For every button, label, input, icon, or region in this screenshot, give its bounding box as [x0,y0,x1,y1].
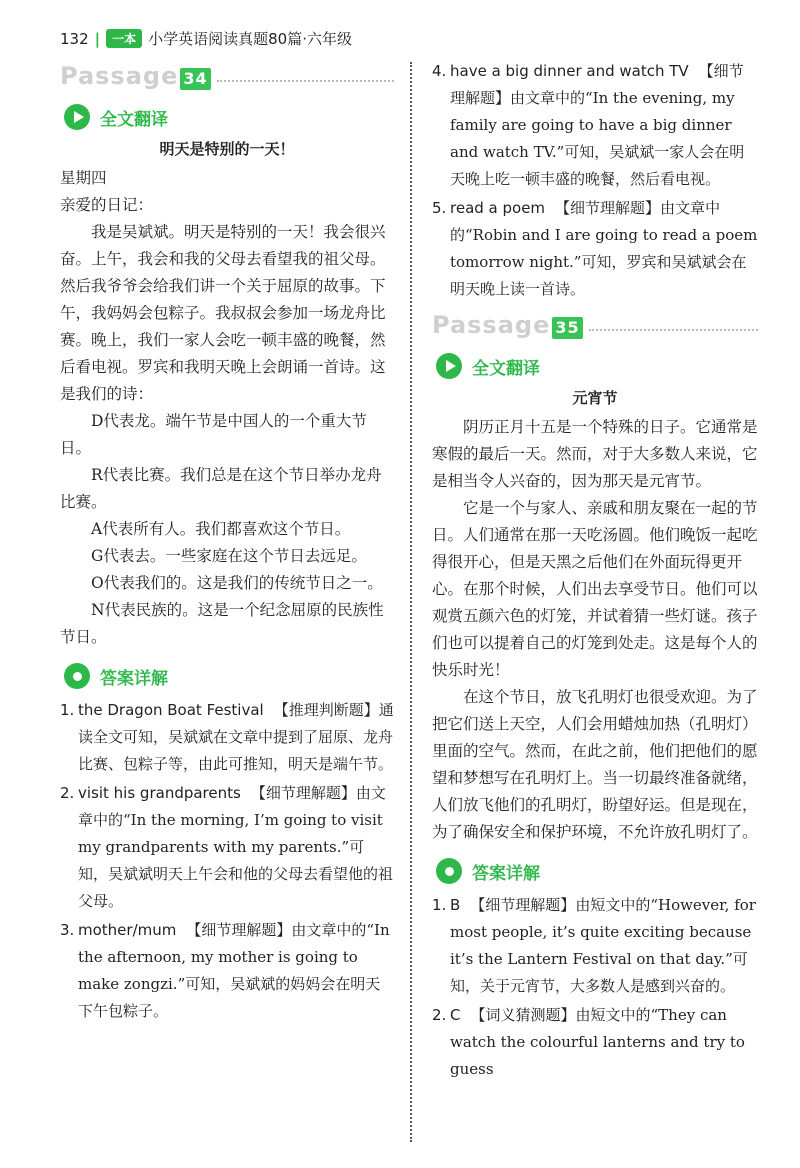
page-number: 132 [60,29,89,48]
answer-number: 3. [60,921,75,939]
article-title: 元宵节 [572,389,618,407]
answer-key: mother/mum [78,921,177,939]
passage-label: Passage [60,62,179,90]
answer-key: visit his grandparents [78,784,241,802]
question-type: 【细节理解题】 [250,784,356,802]
translation-heading [64,104,394,130]
question-type: 【细节理解题】 [470,896,576,914]
heading-rule [217,80,394,82]
music-note-icon [436,858,462,884]
answer-heading [436,858,758,884]
translation-heading [436,353,758,379]
heading-rule [589,329,758,331]
answer-number: 2. [60,784,75,802]
answer-key: C [450,1006,461,1024]
page-header [60,28,352,49]
answer-explanation: 由短文中的“They can watch the colourful lanterns and try to guess [450,1006,745,1078]
right-column [432,56,758,1085]
answer-heading-label: 答案详解 [472,863,540,884]
answer-explanation: 由文章中的“In the morning, I’m going to visit my grandparents with my parents.”可知，吴斌斌明天上午会和他的父母去看望他的祖父母。 [78,784,394,910]
diary-greeting: 亲爱的日记： [60,196,154,214]
passage-label: Passage [432,311,551,339]
translation-heading-label: 全文翻译 [100,109,168,130]
answer-item [60,697,394,778]
answer-heading [64,663,394,689]
answer-item [432,195,758,303]
header-separator: | [94,29,101,48]
paragraph: G代表去。一些家庭在这个节日去远足。 [91,547,367,565]
paragraph: 它是一个与家人、亲戚和朋友聚在一起的节日。人们通常在那一天吃汤圆。他们晚饭一起吃得很开心，但是天黑之后他们在外面玩得更开心。在那个时候，人们出去享受节日。他们可以观赏五颜六色的灯笼，并试着猜一些灯谜。孩子们也可以提着自己的灯笼到处走。这是每个人的快乐时光！ [432,499,758,679]
music-note-icon [64,663,90,689]
question-type: 【词义猜测题】 [470,1006,576,1024]
answer-item [432,892,758,1000]
paragraph: 在这个节日，放飞孔明灯也很受欢迎。为了把它们送上天空，人们会用蜡烛加热（孔明灯）里面的空气。然而，在此之前，他们把他们的愿望和梦想写在孔明灯上。当一切最终准备就绪，人们放飞他们的孔明灯，盼望好运。但是现在，为了确保安全和保护环境，不允许放孔明灯了。 [432,688,758,841]
passage-35-heading [432,305,758,339]
answer-key: B [450,896,461,914]
answer-item [60,917,394,1025]
answer-item [432,58,758,193]
paragraph: A代表所有人。我们都喜欢这个节日。 [91,520,351,538]
paragraph: D代表龙。端午节是中国人的一个重大节日。 [60,412,367,457]
column-divider [410,62,412,1142]
answer-explanation: 由文章中的“Robin and I are going to read a poem tomorrow night.”可知，罗宾和吴斌斌会在明天晚上读一首诗。 [450,199,758,298]
answer-item [432,1002,758,1083]
paragraph: 阴历正月十五是一个特殊的日子。它通常是寒假的最后一天。然而，对于大多数人来说，它是相当令人兴奋的，因为那天是元宵节。 [432,418,758,490]
paragraph: O代表我们的。这是我们的传统节日之一。 [91,574,383,592]
article-title: 明天是特别的一天！ [159,140,295,158]
play-icon [64,104,90,130]
question-type: 【细节理解题】 [555,199,661,217]
passage-34-heading [60,56,394,90]
answer-number: 1. [60,701,75,719]
play-icon [436,353,462,379]
paragraph: R代表比赛。我们总是在这个节日举办龙舟比赛。 [60,466,382,511]
paragraph: N代表民族的。这是一个纪念屈原的民族性节日。 [60,601,384,646]
answer-key: the Dragon Boat Festival [78,701,264,719]
question-type: 【细节理解题】 [186,921,292,939]
translation-heading-label: 全文翻译 [472,358,540,379]
answer-explanation: 通读全文可知，吴斌斌在文章中提到了屈原、龙舟比赛、包粽子等，由此可推知，明天是端午节。 [78,701,394,773]
answer-item [60,780,394,915]
passage-number: 34 [180,68,210,90]
question-type: 【细节理解题】 [450,62,744,107]
answer-number: 1. [432,896,447,914]
answer-number: 5. [432,199,447,217]
answer-heading-label: 答案详解 [100,668,168,689]
question-type: 【推理判断题】 [273,701,379,719]
answer-key: read a poem [450,199,546,217]
paragraph: 我是吴斌斌。明天是特别的一天！我会很兴奋。上午，我会和我的父母去看望我的祖父母。然后我爷爷会给我们讲一个关于屈原的故事。下午，我妈妈会包粽子。我叔叔会参加一场龙舟比赛。晚上，我们一家人会吃一顿丰盛的晚餐，然后看电视。罗宾和我明天晚上会朗诵一首诗。这是我们的诗： [60,223,386,403]
answer-explanation: 由文章中的“In the evening, my family are going to have a big dinner and watch TV.”可知，吴斌斌一家人会在明天晚上吃一顿丰盛的晚餐，然后看电视。 [450,89,745,188]
answer-explanation: 由文章中的“In the afternoon, my mother is going to make zongzi.”可知，吴斌斌的妈妈会在明天下午包粽子。 [78,921,390,1020]
brand-logo: 一本 [106,29,142,48]
answer-number: 4. [432,62,447,80]
passage-number: 35 [552,317,582,339]
answer-key: have a big dinner and watch TV [450,62,689,80]
diary-day: 星期四 [60,169,107,187]
book-title: 小学英语阅读真题80篇·六年级 [148,30,352,48]
answer-explanation: 由短文中的“However, for most people, it’s quite exciting because it’s the Lantern Festival on that day.”可知，关于元宵节，大多数人是感到兴奋的。 [450,896,756,995]
left-column [60,56,394,1027]
answer-number: 2. [432,1006,447,1024]
